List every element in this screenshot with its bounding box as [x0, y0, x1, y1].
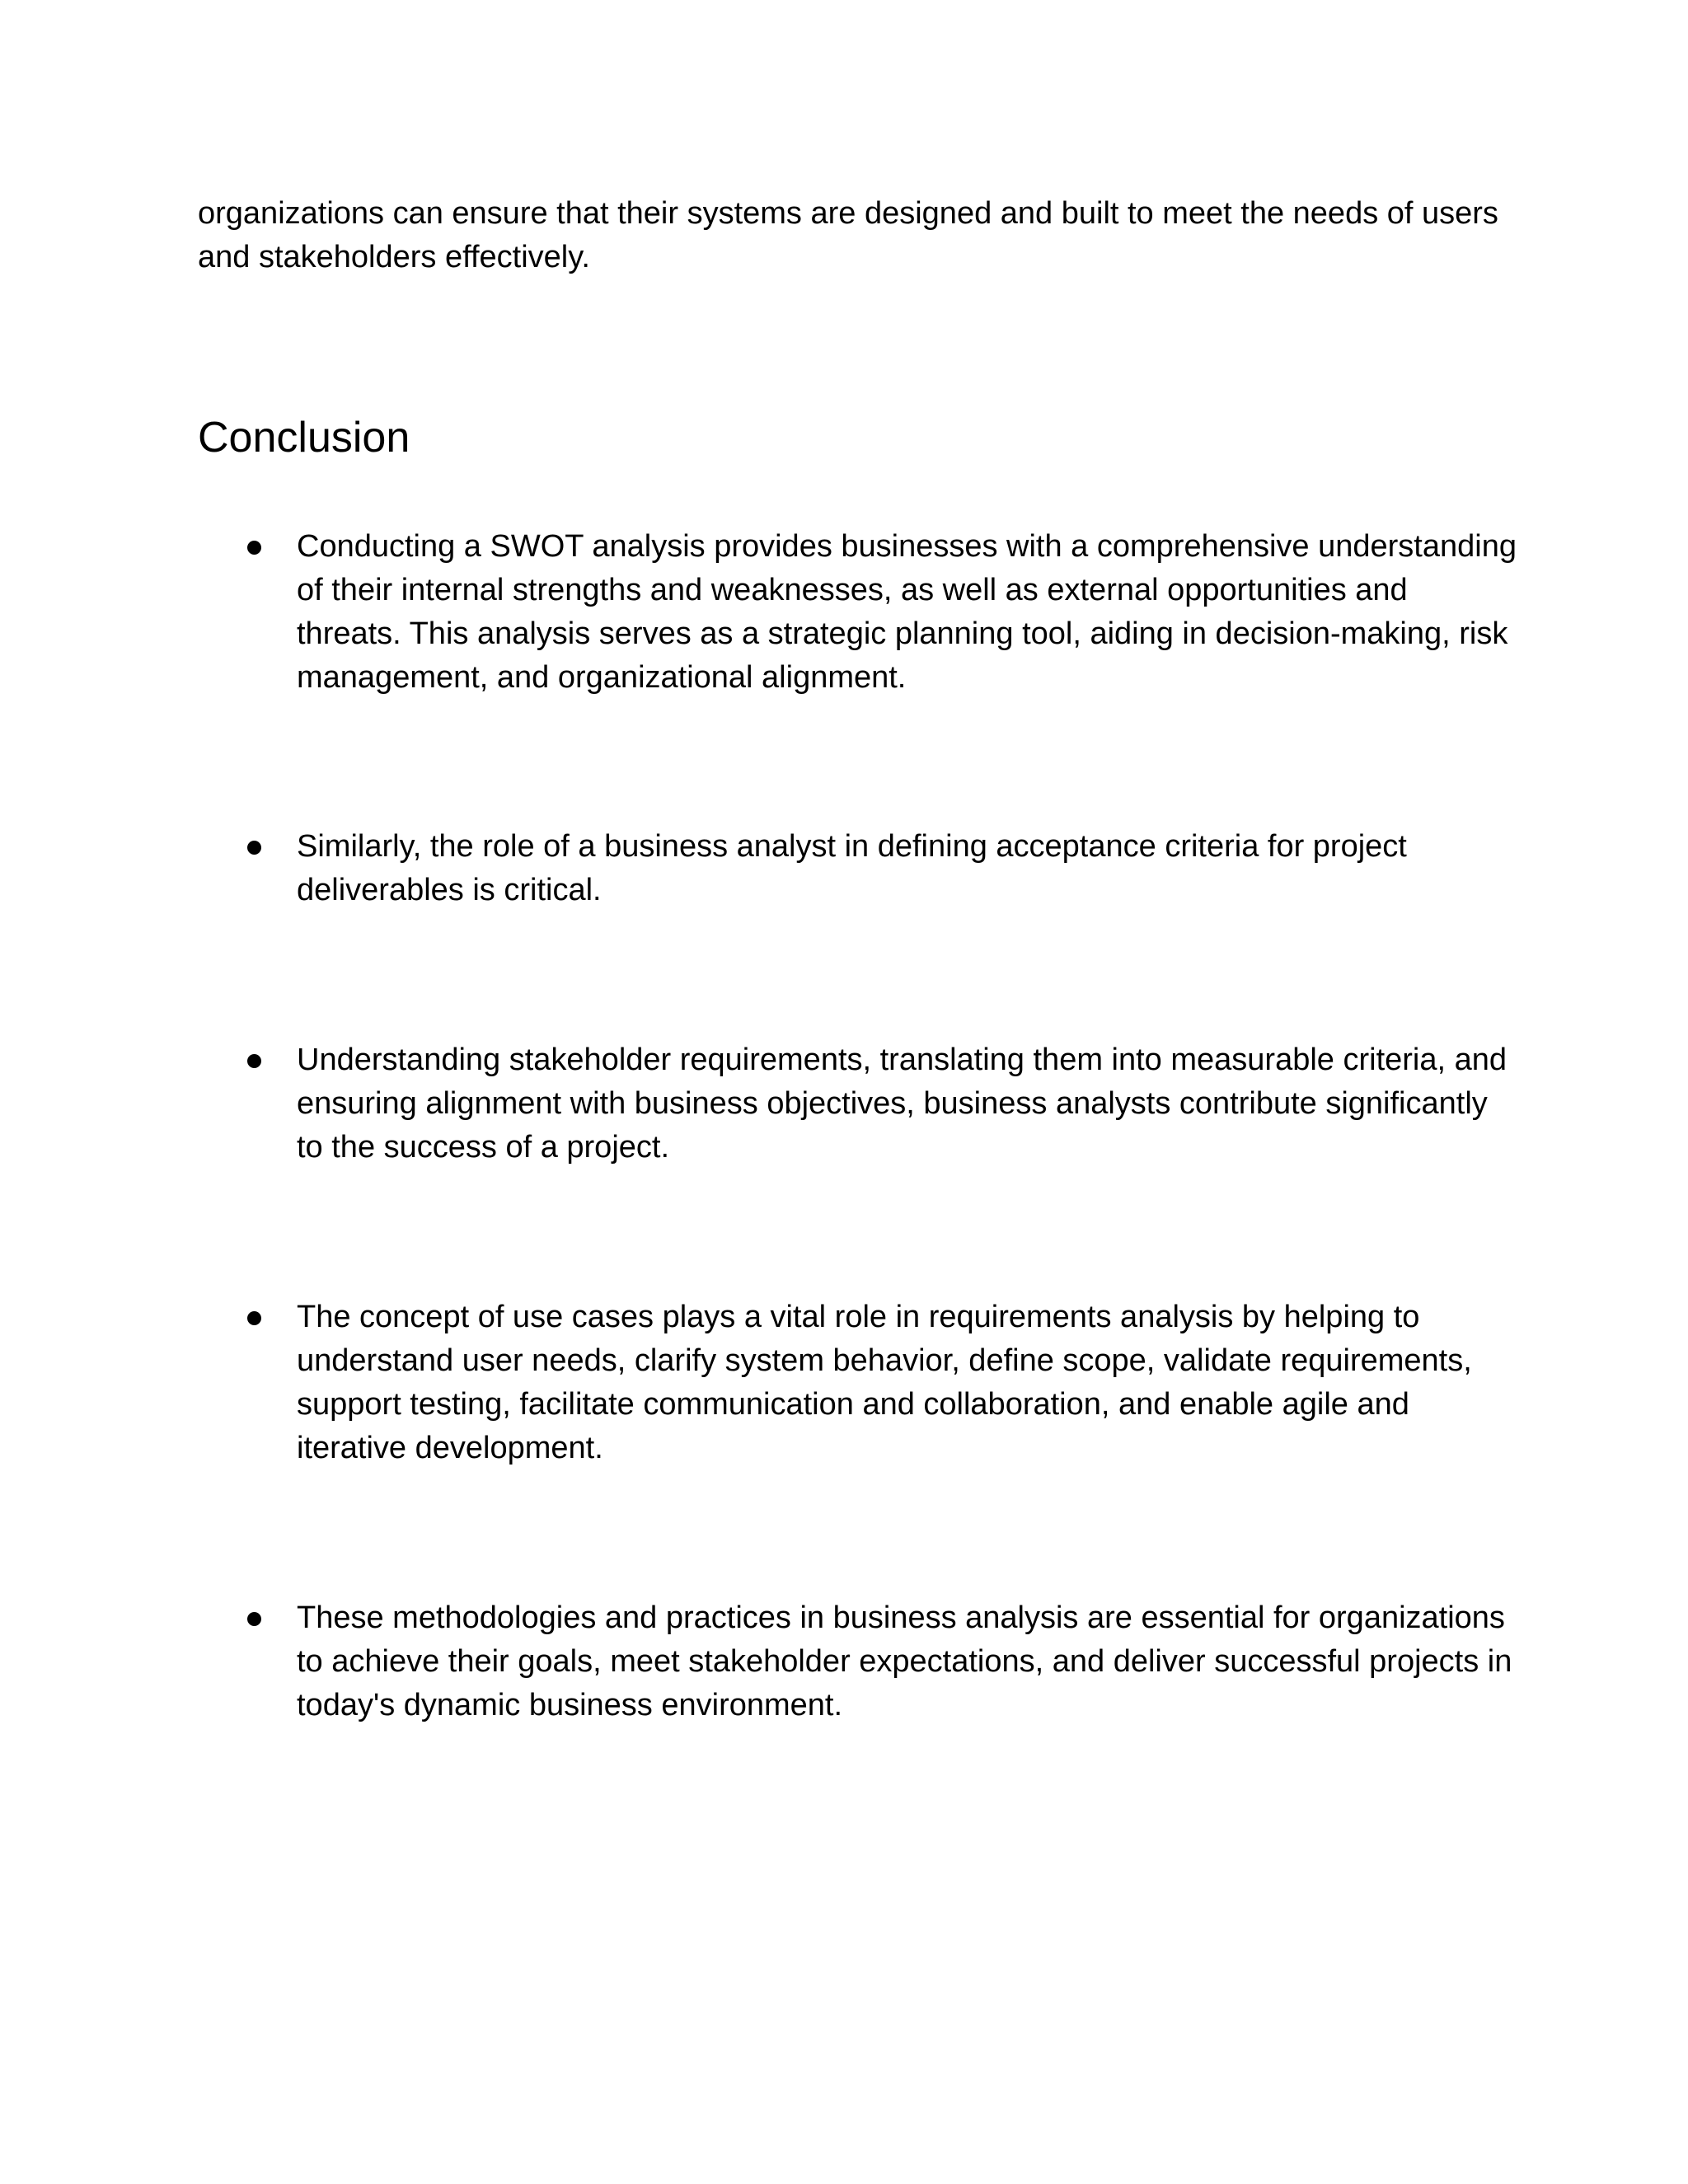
list-item-text: Understanding stakeholder requirements, translating them into measurable criteria, and ensuring alignment with business objectives, business analysts contribute significantly to the success of a project.: [297, 1043, 1507, 1165]
intro-paragraph: organizations can ensure that their systems are designed and built to meet the needs of users and stakeholders effectively.: [198, 196, 1498, 274]
list-item-text: Similarly, the role of a business analyst in defining acceptance criteria for project deliverables is critical.: [297, 829, 1407, 907]
bullet-icon: [247, 1612, 261, 1626]
bullet-icon: [247, 1311, 261, 1325]
conclusion-heading: Conclusion: [198, 414, 410, 462]
bullet-icon: [247, 841, 261, 855]
list-item-text: These methodologies and practices in business analysis are essential for organizations to achieve their goals, meet stakeholder expectations, and deliver successful projects in today's dynamic business environment.: [297, 1601, 1512, 1722]
bullet-icon: [247, 541, 261, 555]
bullet-icon: [247, 1054, 261, 1068]
list-item-text: Conducting a SWOT analysis provides businesses with a comprehensive understanding of their internal strengths and weaknesses, as well as external opportunities and threats. This analysis serves as a strategic planning tool, aiding in decision-making, risk management, and organizational alignment.: [297, 529, 1517, 695]
list-item-text: The concept of use cases plays a vital role in requirements analysis by helping to understand user needs, clarify system behavior, define scope, validate requirements, support testing, facilitate communication and collaboration, and enable agile and iterative development.: [297, 1300, 1472, 1465]
